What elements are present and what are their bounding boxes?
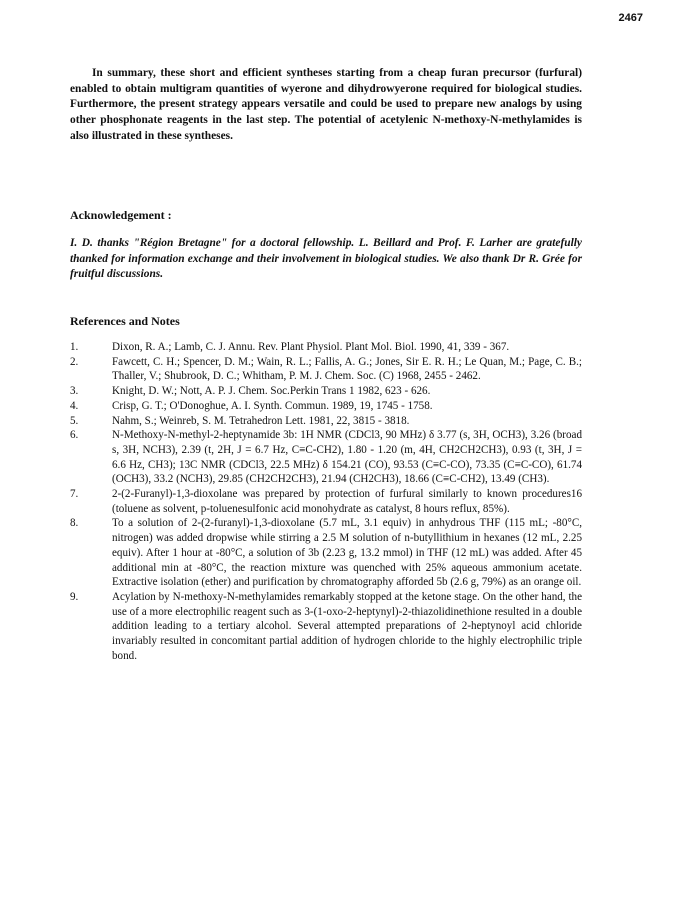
reference-number: 8. [70, 517, 79, 530]
references-heading: References and Notes [70, 314, 180, 328]
reference-item [70, 487, 582, 516]
reference-text: Knight, D. W.; Nott, A. P. J. Chem. Soc.Perkin Trans 1 1982, 623 - 626. [112, 385, 431, 398]
acknowledgement-text: I. D. thanks "Région Bretagne" for a doctoral fellowship. L. Beillard and Prof. F. Larher are gratefully thanked for information exchange and their involvement in biological studies. We also thank Dr R. Grée for fruitful discussions. [70, 237, 582, 281]
reference-number: 4. [70, 399, 79, 412]
reference-text: 2-(2-Furanyl)-1,3-dioxolane was prepared by protection of furfural similarly to known procedures16 (toluene as solvent, p-toluenesulfonic acid monohydrate as catalyst, 8 hours reflux, 85%). [112, 488, 582, 515]
references-list [70, 340, 582, 663]
reference-number: 1. [70, 341, 79, 353]
summary-paragraph: In summary, these short and efficient syntheses starting from a cheap furan precursor (furfural) enabled to obtain multigram quantities of wyerone and dihydrowyerone required for biological studies. Furthermore, the present strategy appears versatile and could be used to prepare new analogs by using other phosphonate reagents in the last step. The potential of acetylenic N-methoxy-N-methylamides is also illustrated in these syntheses. [70, 67, 582, 142]
reference-item [70, 590, 582, 664]
reference-item [70, 340, 582, 355]
reference-item [70, 428, 582, 487]
reference-number: 3. [70, 385, 79, 398]
acknowledgement-heading: Acknowledgement : [70, 208, 172, 222]
reference-number: 5. [70, 414, 79, 427]
reference-text: N-Methoxy-N-methyl-2-heptynamide 3b: 1H NMR (CDCl3, 90 MHz) δ 3.77 (s, 3H, OCH3), 3.26 (broad s, 3H, NCH3), 2.39 (t, 2H, J = 6.7 Hz, C≡C-CH2), 1.80 - 1.20 (m, 4H, CH2CH2CH3), 0.93 (t, 3H, J = 6.6 Hz, CH3); 13C NMR (CDCl3, 22.5 MHz) δ 154.21 (CO), 93.53 (C≡C-CO), 73.35 (C≡C-CO), 61.74 (OCH3), 33.2 (NCH3), 29.85 (CH2CH2CH3), 21.94 (CH2CH3), 18.66 (C≡C-CH2), 13.49 (CH3). [112, 429, 582, 486]
reference-number: 9. [70, 590, 79, 603]
reference-item [70, 516, 582, 590]
reference-item [70, 399, 582, 414]
reference-item [70, 384, 582, 399]
reference-text: Crisp, G. T.; O'Donoghue, A. I. Synth. Commun. 1989, 19, 1745 - 1758. [112, 399, 433, 412]
reference-number: 7. [70, 488, 79, 501]
reference-item [70, 355, 582, 384]
reference-text: Acylation by N-methoxy-N-methylamides remarkably stopped at the ketone stage. On the other hand, the use of a more electrophilic reagent such as 3-(1-oxo-2-heptynyl)-2-thiazolidinethione resulted in a double addition leading to a tertiary alcohol. Several attempted preparations of 2-heptynoyl acid chloride invariably resulted in concomitant partial addition of hydrogen chloride to the highly electrophilic triple bond. [112, 590, 582, 662]
reference-number: 2. [70, 355, 79, 368]
reference-number: 6. [70, 429, 79, 442]
reference-text: Dixon, R. A.; Lamb, C. J. Annu. Rev. Plant Physiol. Plant Mol. Biol. 1990, 41, 339 - 367. [112, 341, 510, 353]
reference-text: Nahm, S.; Weinreb, S. M. Tetrahedron Lett. 1981, 22, 3815 - 3818. [112, 414, 410, 427]
reference-text: To a solution of 2-(2-furanyl)-1,3-dioxolane (5.7 mL, 3.1 equiv) in anhydrous THF (115 mL; -80°C, nitrogen) was added dropwise while stirring a 2.5 M solution of n-butyllithium in hexanes (12 mL, 2.25 equiv). After 1 hour at -80°C, a solution of 3b (2.23 g, 13.2 mmol) in THF (12 mL) was added. After 45 additional min at -80°C, the reaction mixture was quenched with 25% aqueous ammonium acetate. Extractive isolation (ether) and purification by chromatography afforded 5b (2.6 g, 79%) as an orange oil. [112, 517, 582, 589]
reference-item [70, 414, 582, 429]
reference-text: Fawcett, C. H.; Spencer, D. M.; Wain, R. L.; Fallis, A. G.; Jones, Sir E. R. H.; Le Quan, M.; Page, C. B.; Thaller, V.; Shubrook, D. C.; Whitham, P. M. J. Chem. Soc. (C) 1968, 2455 - 2462. [112, 355, 582, 383]
page-number: 2467 [618, 12, 643, 24]
